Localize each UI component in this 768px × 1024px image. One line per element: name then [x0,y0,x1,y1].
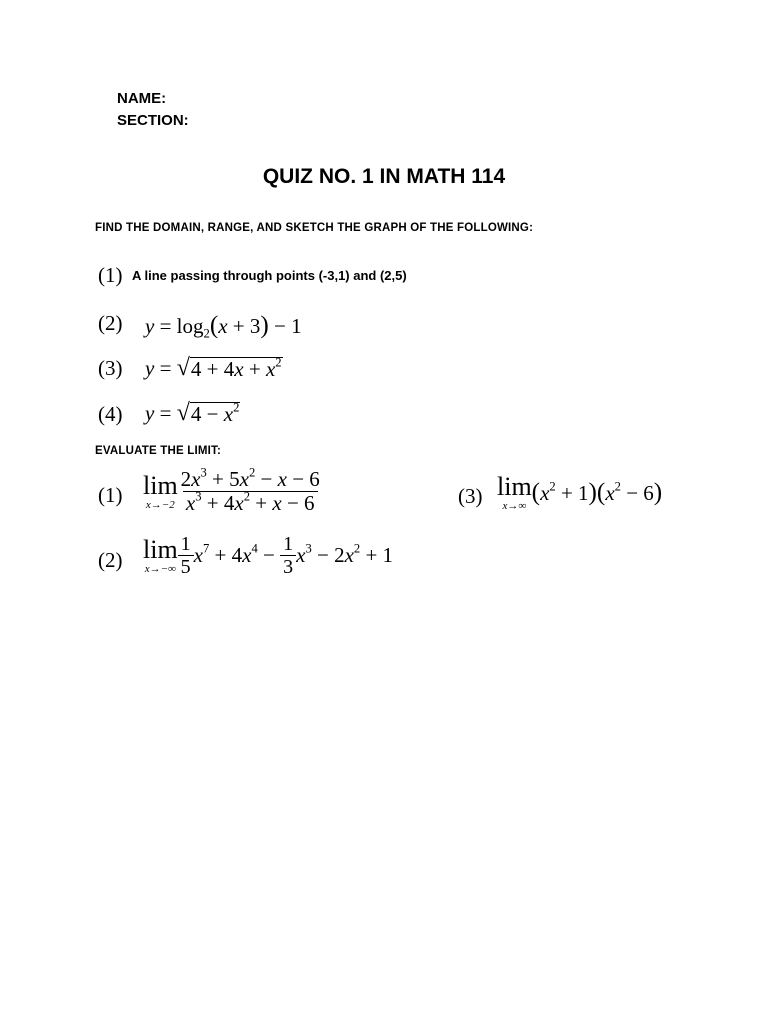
lim-subscript: x→−2 [145,498,175,511]
lim-operator: lim x→−2 [143,470,178,511]
part1-item3-number: (3) [98,356,123,380]
name-label: NAME: [117,90,167,107]
part1-item1-text: A line passing through points (-3,1) and (2,5) [132,268,407,283]
lim-operator: lim x→−∞ [143,534,178,575]
fraction-one-third: $\frac{1}{3}$ [280,533,296,578]
part1-item4-number: (4) [98,402,123,426]
limit-rational [143,465,323,516]
fraction-one-fifth: $\frac{1}{5}$ [178,533,194,578]
lim-operator: lim x→∞ [497,472,532,512]
part2-item2-number: (2) [98,548,123,572]
part1-item1-number: (1) [98,263,123,287]
limit-product: lim x→∞ $(x^2 + 1)(x^2 - 6)$ [497,472,663,512]
rational-fraction: $\frac{2x^3 + 5x^2 - x - 6}{x^3 + 4x^2 + x - 6}$ [180,465,320,516]
lim-subscript: x→∞ [502,500,527,512]
lim-subscript: x→−∞ [144,562,176,575]
part2-item3-number: (3) [458,484,483,508]
sqrt-equation-1: y = √ $4 + 4x + x^2$ [145,354,282,382]
sqrt-equation-2: y = √ $4 - x^2$ [145,399,240,427]
part1-instruction: FIND THE DOMAIN, RANGE, AND SKETCH THE GRAPH OF THE FOLLOWING: [95,222,534,234]
part2-instruction: EVALUATE THE LIMIT: [95,445,222,457]
log-equation: $y = \log_2(x + 3) - 1$ [145,312,302,341]
page-title: QUIZ NO. 1 IN MATH 114 [262,165,506,188]
part1-item2-number: (2) [98,311,123,335]
part2-item1-number: (1) [98,483,123,507]
section-label: SECTION: [117,112,189,129]
limit-polynomial: lim x→−∞ $\frac{1}{5}$ $x^7 + 4x^4$ − $\frac{1}{3}$ $x^3 - 2x^2 + 1$ [143,533,394,578]
